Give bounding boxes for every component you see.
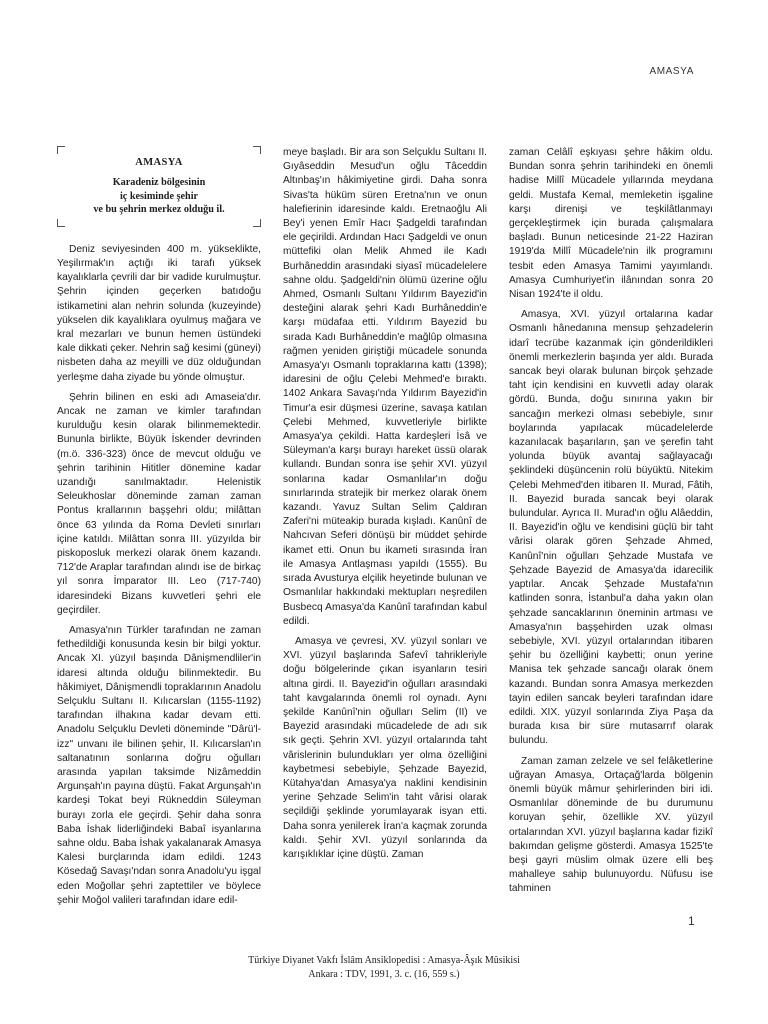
article-subtitle-line: Karadeniz bölgesinin: [112, 177, 206, 189]
paragraph: Amasya ve çevresi, XV. yüzyıl sonları ve XVI. yüzyıl başlarında Safevî tahrikleriyle doğu bölgelerinde çıkan isyanların tesiri altına girdi. II. Bayezid'in oğulları arasındaki taht kavgalarında önemli rol oynadı. Aynı şekilde Kanûnî'nin oğulları Selim (II) ve Bayezid arasındaki mücadelede de adı sık sık geçti. Şehrin XVI. yüzyıl ortalarında taht vârislerinin bulundukları yer olma özelliğini kaybetmesi sebebiyle, Şehzade Bayezid, Kütahya'dan Amasya'ya naklini kendisinin yerine Şehzade Selim'in taht vârisi olarak seçildiği şeklinde yorumlayarak isyan etti. Daha sonra yenilerek İran'a kaçmak zorunda kaldı. Şehir XVI. yüzyıl sonlarında da karışıklıklar içine düştü. Zaman: [283, 635, 487, 860]
article-title-box: [57, 146, 261, 227]
column-2: [283, 146, 487, 862]
article-title: AMASYA: [135, 157, 183, 168]
paragraph: Amasya'nın Türkler tarafından ne zaman fethedildiği konusunda kesin bir bilgi yoktur. Ancak XI. yüzyıl başında Dânişmendliler'in idaresi altında olduğu bilinmektedir. Bu hâkimiyet, Dânişmendli topraklarının Anadolu Selçuklu Sultanı II. Kılıcarslan (1155-1192) tarafından ilhakına kadar devam etti. Anadolu Selçuklu Devleti döneminde "Dârü'l-izz" unvanı ile bilinen şehir, II. Kılıcarslan'ın saltanatının sonlarına doğru oğulları arasında yapılan taksimde Nizâmeddin Argunşah'ın payına düştü. Fakat Argunşah'ın kardeşi Tokat beyi Rükneddin Süleyman burayı zorla ele geçirdi. Şehir daha sonra Baba İshak liderliğindeki Babaî isyanlarına sahne oldu. Baba İshak yakalanarak Amasya Kalesi burçlarında idam edildi. 1243 Kösedağ Savaşı'ndan sonra Anadolu'yu işgal eden Moğollar şehri zaptettiler ve böylece şehir Moğol valileri tarafından idare edil-: [57, 624, 261, 906]
paragraph: Zaman zaman zelzele ve sel felâketlerine uğrayan Amasya, Ortaçağ'larda bölgenin önemli büyük mâmur şehirlerinden biri idi. Osmanlılar döneminde de bu durumunu koruyan şehir, özellikle XV. yüzyıl ortalarından XVI. yüzyıl başlarına kadar fizikî bakımdan gelişme gösterdi. Amasya 1525'te beşi gayri müslim olmak üzere elli beş mahalleye sahip bulunuyordu. Nüfusu ise tahminen: [509, 755, 713, 895]
running-head: AMASYA: [649, 66, 694, 77]
column-3: [509, 146, 713, 897]
citation-footer: [0, 954, 768, 982]
article-subtitle-line: ve bu şehrin merkez olduğu il.: [93, 204, 225, 216]
footer-line-2: Ankara : TDV, 1991, 3. c. (16, 559 s.): [308, 969, 460, 980]
paragraph: Şehrin bilinen en eski adı Amaseia'dır. Ancak ne zaman ve kimler tarafından kurulduğu kesin olarak bilinmemektedir. Bununla birlikte, Büyük İskender devrinden (m.ö. 336-323) önce de mevcut olduğu ve şehrin tarihinin Hititler dönemine kadar uzandığı sanılmaktadır. Helenistik Seleukhoslar döneminde zaman zaman Pontus krallarının başşehri oldu; milâttan önce 63 yılında da Roma Devleti sınırları içine katıldı. Milâttan sonra III. yüzyılda bir piskoposluk merkezi olarak önem kazandı. 712'de Araplar tarafından alındı ise de birkaç yıl sonra İmparator III. Leo (717-740) idaresindeki Bizans kuvvetleri şehri ele geçirdiler.: [57, 391, 261, 616]
paragraph: meye başladı. Bir ara son Selçuklu Sultanı II. Gıyâseddin Mesud'un oğlu Tâceddin Altınbaş'ın hâkimiyetine girdi. Daha sonra Sivas'ta hüküm süren Eretna'nın ve onun halefierinin idaresinde kaldı. Eretnaoğlu Ali Bey'i yenen Emîr Hacı Şadgeldi tarafından ele geçirildi. Ardından Hacı Şadgeldi ve onun müttefiki olan Melik Ahmed ile Kadı Burhâneddin arasındaki siyasî mücadelelere sahne oldu. Şadgeldi'nin ölümü üzerine oğlu Ahmed, Osmanlı Sultanı Yıldırım Bayezid'in desteğini alarak şehri Kadı Burhâneddin'e karşı müdafaa etti. Yıldırım Bayezid bu sırada Kadı Burhâneddin'e mağlûp olmasına rağmen yeniden giriştiği mücadele sonunda Amasya'yı Osmanlı topraklarına kattı (1398); idaresini de oğlu Çelebi Mehmed'e bıraktı. 1402 Ankara Savaşı'nda Yıldırım Bayezid'in Timur'a esir düşmesi üzerine, savaşa katılan Çelebi Mehmed, kuvvetleriyle birlikte Amasya'ya çekildi. Hatta kardeşleri İsâ ve Süleyman'a karşı burayı hareket üssü olarak kullandı. Bundan sonra ise şehir XVI. yüzyıl sonlarına kadar Osmanlılar'ın doğu sınırlarında stratejik bir merkez olarak önem kazandı. Yavuz Sultan Selim Çaldıran Zaferi'ni müteakip burada kışladı. Kanûnî de Nahcıvan Seferi dönüşü bir müddet şehirde ikamet etti. Onun bu ikameti sırasında İran ile Amasya Antlaşması yapıldı (1555). Bu sırada Avusturya elçilik heyetinde bulunan ve Osmanlılar hakkındaki mektupları neşredilen Busbecq Amasya'da Kanûnî tarafından kabul edildi.: [283, 147, 487, 627]
corner-mark-top-left: [57, 146, 65, 154]
corner-mark-bottom-right: [253, 219, 261, 227]
page-number: 1: [688, 914, 695, 928]
article-subtitle-line: iç kesiminde şehir: [119, 190, 199, 202]
corner-mark-bottom-left: [57, 219, 65, 227]
footer-line-1: Türkiye Diyanet Vakfı İslâm Ansiklopedisi : Amasya-Âşık Mûsikisi: [248, 955, 520, 966]
column-1: [57, 146, 261, 908]
paragraph: zaman Celâlî eşkıyası şehre hâkim oldu. Bundan sonra şehrin tarihindeki en önemli hadise Millî Mücadele yıllarında meydana geldi. Mustafa Kemal, memleketin işgaline karşı direnişi ve teşkilâtlanmayı gerçekleştirmek için burada çalışmalara başladı. Bunun neticesinde 21-22 Haziran 1919'da Millî Mücadele'nin ilk programını tesbit eden Amasya Tamimi yayımlandı. Amasya Cumhuriyet'in ilânından sonra 20 Nisan 1924'te il oldu.: [509, 147, 713, 301]
paragraph: Amasya, XVI. yüzyıl ortalarına kadar Osmanlı hânedanına mensup şehzadelerin idarî tecrübe kazanmak için gönderildikleri önemli merkezlerin başında yer aldı. Burada sancak beyi olarak bulunan birçok şehzade taht için kendisini en kuvvetli aday olarak gördü. Bunda, doğu sınırına yakın bir sancağın merkezi olması sebebiyle, sınır boylarında yapılacak mücadelelerde kazanılacak başarıların, şan ve şerefin taht yolunda büyük avantaj sağlayacağı şeklindeki düşüncenin rolü büyüktü. Nitekim Çelebi Mehmed'den itibaren II. Murad, Fâtih, II. Bayezid burada sancak beyi olarak bulundular. Ayrıca II. Murad'ın oğlu Alâeddin, II. Bayezid'in oğlu ve kendisini güçlü bir taht vârisi olarak gören Şehzade Ahmed, Kanûnî'nin oğulları Şehzade Mustafa ve Şehzade Bayezid de Amasya'da idarecilik yaptılar. Ancak Şehzade Mustafa'nın katlinden sonra, İstanbul'a daha yakın olan şehzade sancaklarının öneminin artması ve Amasya'nın başşehirden uzak olması sebebiyle, XVI. yüzyıl ortalarından itibaren şehir bu özelliğini kaybetti; onun yerine Manisa tek şehzade sancağı olarak önem kazandı. Bundan sonra Amasya merkezden tayin edilen sancak beyleri tarafından idare edildi. XIX. yüzyıl sonlarında Ziya Paşa da burada kısa bir süre mutasarrıf olarak bulundu.: [509, 309, 713, 747]
corner-mark-top-right: [253, 146, 261, 154]
paragraph: Deniz seviyesinden 400 m. yüksekliktе, Yeşilırmak'ın açtığı iki tarafı yüksek kayalıklarla çevrili dar bir vadide kurulmuştur. Şehrin içinden geçerken batıdoğu istikametini alan nehrin solunda (kuzeyinde) yükselen dik kayalıklara oyulmuş mağara ve kral mezarları ve bunun hemen üstündeki kale dikkati çeker. Nehrin sağ kesimi (güneyi) nisbeten daha az meyilli ve düz olduğundan yerleşme daha ziyade bu yönde olmuştur.: [57, 243, 261, 383]
